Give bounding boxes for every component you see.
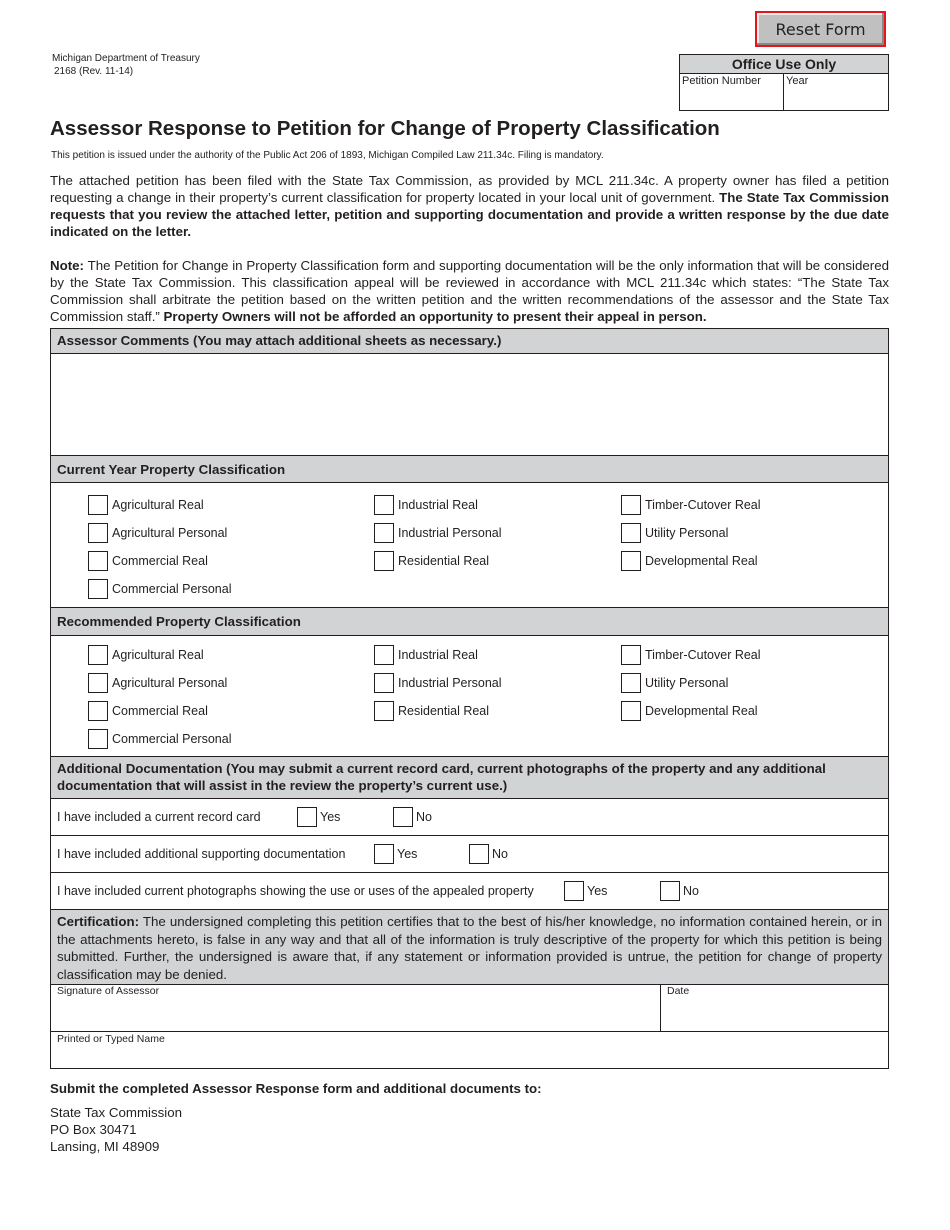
recommended-commercial-personal-checkbox[interactable] [88,729,108,749]
note-text: The Petition for Change in Property Classification form and supporting documentation will be the only information that will be considered by the State Tax Commission. This classification appeal will be reviewed in accordance with MCL 211.34c which states: “The State Tax Commission shall arbitrate the petition based on the written petition and the written recommendations of the assessor and the State Tax Commission staff.” [50,258,889,324]
documentation-question: I have included additional supporting documentation [57,847,346,861]
classification-label: Agricultural Real [112,648,204,662]
intro-paragraph [50,172,889,240]
certification-text: The undersigned completing this petition certifies that to the best of his/her knowledge, no information contained herein, or in the attachments hereto, is false in any way and that all of the information is truly descriptive of the property for which this petition is being submitted. Further, the undersigned is aware that, if any statement or information provided is untrue, the petition for change of property classification may be denied. [57,914,882,982]
classification-label: Utility Personal [645,676,729,690]
note-bold: Property Owners will not be afforded an opportunity to present their appeal in person. [163,309,707,324]
recommended-residential-real-checkbox[interactable] [374,701,394,721]
current-agricultural-real-checkbox[interactable] [88,495,108,515]
no-checkbox[interactable] [469,844,489,864]
year-field[interactable] [784,74,888,111]
additional-documentation-header: Additional Documentation (You may submit a current record card, current photographs of the property and any additional documentation that will assist in the review the property’s current use.) [51,756,888,799]
yes-label: Yes [587,884,608,898]
address-line-3: Lansing, MI 48909 [50,1139,160,1154]
classification-label: Industrial Real [398,648,478,662]
classification-label: Residential Real [398,704,490,718]
classification-label: Industrial Real [398,498,478,512]
documentation-row [51,873,888,910]
page-title: Assessor Response to Petition for Change of Property Classification [50,117,720,140]
intro-bold: The State Tax Commission requests that you review the attached letter, petition and supporting documentation and provide a written response by the due date indicated on the letter. [50,190,889,239]
classification-label: Utility Personal [645,526,729,540]
yes-label: Yes [397,847,418,861]
classification-label: Commercial Real [112,704,208,718]
recommended-developmental-real-checkbox[interactable] [621,701,641,721]
documentation-row [51,836,888,873]
current-commercial-real-checkbox[interactable] [88,551,108,571]
documentation-question: I have included current photographs showing the use or uses of the appealed property [57,884,534,898]
authority-text: This petition is issued under the authority of the Public Act 206 of 1893, Michigan Compiled Law 211.34c. Filing is mandatory. [51,150,604,161]
classification-label: Agricultural Personal [112,526,228,540]
classification-label: Commercial Personal [112,582,232,596]
note-paragraph [50,257,889,325]
date-field[interactable] [662,984,888,1031]
mailing-address [50,1104,182,1155]
classification-label: Industrial Personal [398,676,502,690]
classification-label: Agricultural Personal [112,676,228,690]
recommended-industrial-personal-checkbox[interactable] [374,673,394,693]
address-line-1: State Tax Commission [50,1105,183,1120]
printed-name-field[interactable] [51,1032,888,1068]
reset-form-button[interactable]: Reset Form [755,11,886,47]
classification-label: Developmental Real [645,704,758,718]
recommended-classification-header: Recommended Property Classification [51,607,888,636]
classification-label: Industrial Personal [398,526,502,540]
recommended-commercial-real-checkbox[interactable] [88,701,108,721]
signature-label: Signature of Assessor [57,985,160,997]
classification-label: Commercial Real [112,554,208,568]
agency-name: Michigan Department of Treasury [52,53,200,64]
recommended-agricultural-personal-checkbox[interactable] [88,673,108,693]
form-number: 2168 (Rev. 11-14) [54,66,134,77]
classification-label: Residential Real [398,554,490,568]
recommended-industrial-real-checkbox[interactable] [374,645,394,665]
classification-label: Agricultural Real [112,498,204,512]
no-checkbox[interactable] [660,881,680,901]
current-developmental-real-checkbox[interactable] [621,551,641,571]
classification-label: Timber-Cutover Real [645,648,761,662]
signature-field[interactable] [51,984,661,1031]
yes-checkbox[interactable] [297,807,317,827]
current-utility-personal-checkbox[interactable] [621,523,641,543]
signature-row [51,984,888,1032]
classification-label: Commercial Personal [112,732,232,746]
date-label: Date [667,985,690,997]
current-classification-header: Current Year Property Classification [51,455,888,483]
current-industrial-real-checkbox[interactable] [374,495,394,515]
classification-label: Timber-Cutover Real [645,498,761,512]
office-use-title: Office Use Only [680,55,888,74]
recommended-agricultural-real-checkbox[interactable] [88,645,108,665]
no-label: No [416,810,432,824]
year-label: Year [786,75,809,87]
no-checkbox[interactable] [393,807,413,827]
petition-number-field[interactable] [680,74,784,111]
no-label: No [683,884,699,898]
yes-checkbox[interactable] [564,881,584,901]
no-label: No [492,847,508,861]
current-agricultural-personal-checkbox[interactable] [88,523,108,543]
note-label: Note: [50,258,84,273]
documentation-row [51,799,888,836]
yes-checkbox[interactable] [374,844,394,864]
comments-header: Assessor Comments (You may attach additional sheets as necessary.) [51,328,888,354]
printed-name-label: Printed or Typed Name [57,1033,165,1045]
office-use-box [679,54,889,111]
recommended-timber-cutover-real-checkbox[interactable] [621,645,641,665]
submit-heading: Submit the completed Assessor Response form and additional documents to: [50,1081,542,1096]
certification-label: Certification: [57,914,140,929]
intro-text: The attached petition has been filed with the State Tax Commission, as provided by MCL 211.34c. A property owner has filed a petition requesting a change in their property’s current classification for property located in your local unit of government. [50,173,889,205]
yes-label: Yes [320,810,341,824]
current-residential-real-checkbox[interactable] [374,551,394,571]
classification-label: Developmental Real [645,554,758,568]
documentation-question: I have included a current record card [57,810,261,824]
current-timber-cutover-real-checkbox[interactable] [621,495,641,515]
current-industrial-personal-checkbox[interactable] [374,523,394,543]
recommended-utility-personal-checkbox[interactable] [621,673,641,693]
assessor-comments-input[interactable] [51,354,888,456]
petition-number-label: Petition Number [682,75,761,87]
certification-block [51,909,888,985]
current-commercial-personal-checkbox[interactable] [88,579,108,599]
response-form [50,328,889,1069]
address-line-2: PO Box 30471 [50,1122,137,1137]
